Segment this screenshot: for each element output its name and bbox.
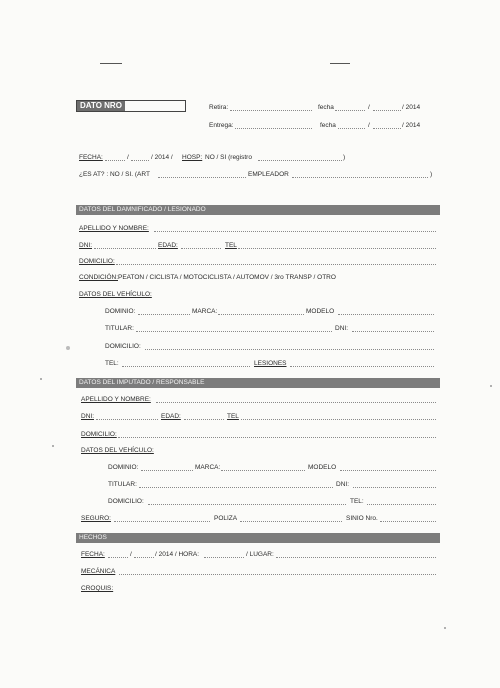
hechos-hora-field[interactable]	[204, 551, 244, 558]
dam-dni-label: DNI:	[79, 242, 92, 249]
hechos-year-hora: / 2014 / HORA:	[155, 551, 200, 558]
hechos-month-field[interactable]	[134, 551, 154, 558]
imp-poliza-label: POLIZA	[214, 515, 238, 522]
imp-domicilio-label: DOMICILIO:	[81, 431, 117, 438]
imp-seguro-label: SEGURO:	[81, 515, 111, 522]
imp-siniestro-field[interactable]	[380, 515, 436, 522]
imp-dominio-field[interactable]	[141, 464, 193, 471]
imp-titular-label: TITULAR:	[108, 481, 137, 488]
entrega-year: / 2014	[402, 122, 421, 129]
hechos-croquis-label: CROQUIS:	[81, 585, 114, 592]
entrega-day-field[interactable]	[338, 122, 365, 129]
dam-tel-label: TEL	[225, 242, 237, 249]
fecha-year: / 2014 /	[151, 154, 173, 161]
imp-dominio-label: DOMINIO:	[108, 464, 139, 471]
retira-label: Retira:	[209, 104, 229, 111]
imp-edad-field[interactable]	[184, 413, 224, 420]
retira-slash: /	[368, 104, 370, 111]
hosp-value: NO / SI (registro	[205, 154, 252, 161]
imp-modelo-label: MODELO	[308, 464, 337, 471]
scan-speck	[40, 378, 42, 380]
hechos-mecanica-label: MECÁNICA	[81, 568, 116, 575]
hechos-header: HECHOS	[76, 533, 440, 543]
imp-edad-label: EDAD:	[161, 413, 181, 420]
dam-modelo-field[interactable]	[338, 308, 434, 315]
fecha-slash: /	[127, 154, 129, 161]
imp-titular-field[interactable]	[139, 481, 333, 488]
empleador-close-paren: )	[430, 171, 433, 178]
dam-lesiones-field[interactable]	[290, 360, 434, 367]
dam-edad-label: EDAD:	[158, 242, 178, 249]
dam-edad-field[interactable]	[181, 242, 221, 249]
art-field[interactable]	[158, 171, 246, 178]
retira-year: / 2014	[402, 104, 421, 111]
fecha-label: FECHA:	[79, 154, 103, 161]
scan-speck	[490, 385, 492, 387]
imp-dni2-field[interactable]	[353, 481, 436, 488]
imp-marca-label: MARCA:	[195, 464, 221, 471]
dam-tel-field[interactable]	[238, 242, 436, 249]
imp-dni2-label: DNI:	[336, 481, 349, 488]
imp-poliza-field[interactable]	[240, 515, 342, 522]
entrega-fecha-label: fecha	[320, 122, 336, 129]
imp-apellido-field[interactable]	[156, 396, 436, 403]
dam-domicilio-label: DOMICILIO:	[79, 258, 115, 265]
dam-marca-field[interactable]	[218, 308, 304, 315]
fecha-month-field[interactable]	[131, 154, 149, 161]
dato-nro-label: DATO NRO	[77, 101, 125, 111]
damnificado-header: DATOS DEL DAMNIFICADO / LESIONADO	[76, 205, 440, 215]
dam-condicion-value: PEATON / CICLISTA / MOTOCICLISTA / AUTOMOV / 3ro TRANSP / OTRO	[118, 274, 336, 281]
hechos-day-field[interactable]	[108, 551, 128, 558]
hechos-slash: /	[130, 551, 132, 558]
empleador-label: EMPLEADOR	[248, 171, 289, 178]
top-dash-right	[330, 63, 350, 64]
entrega-month-field[interactable]	[373, 122, 401, 129]
imp-tel-field[interactable]	[241, 413, 436, 420]
hosp-label: HOSP:	[182, 154, 203, 161]
dam-tel2-label: TEL:	[105, 360, 119, 367]
hechos-fecha-label: FECHA:	[81, 551, 105, 558]
dam-domicilio2-field[interactable]	[145, 343, 434, 350]
empleador-field[interactable]	[292, 171, 428, 178]
scan-speck	[52, 445, 54, 447]
imputado-header: DATOS DEL IMPUTADO / RESPONSABLE	[76, 378, 440, 388]
hechos-lugar-label: / LUGAR:	[246, 551, 274, 558]
dam-dominio-label: DOMINIO:	[105, 308, 136, 315]
dam-domicilio-field[interactable]	[116, 258, 436, 265]
dam-condicion-label: CONDICIÓN:	[79, 274, 118, 281]
imp-tel-label: TEL	[227, 413, 239, 420]
top-dash-left	[100, 63, 122, 64]
entrega-label: Entrega:	[209, 122, 234, 129]
dam-dominio-field[interactable]	[138, 308, 190, 315]
imp-domicilio-field[interactable]	[118, 431, 436, 438]
hosp-registro-field[interactable]	[258, 154, 342, 161]
imp-siniestro-label: SINIO Nro.	[346, 515, 378, 522]
dam-titular-label: TITULAR:	[105, 325, 134, 332]
es-at-label: ¿ES AT? : NO / SI. (ART	[79, 171, 150, 178]
imp-domicilio2-label: DOMICILIO:	[108, 498, 144, 505]
dam-dni2-label: DNI:	[335, 325, 348, 332]
hosp-close-paren: )	[343, 154, 346, 161]
dam-datos-vehiculo-label: DATOS DEL VEHÍCULO:	[79, 291, 152, 298]
imp-marca-field[interactable]	[221, 464, 305, 471]
imp-dni-field[interactable]	[96, 413, 158, 420]
hechos-mecanica-field[interactable]	[119, 568, 436, 575]
imp-modelo-field[interactable]	[340, 464, 436, 471]
imp-domicilio2-field[interactable]	[148, 498, 346, 505]
imp-dni-label: DNI:	[81, 413, 94, 420]
entrega-field[interactable]	[235, 122, 312, 129]
dam-tel2-field[interactable]	[122, 360, 250, 367]
scan-speck	[66, 346, 70, 350]
fecha-day-field[interactable]	[105, 154, 125, 161]
dam-dni-field[interactable]	[94, 242, 156, 249]
retira-day-field[interactable]	[335, 104, 365, 111]
retira-field[interactable]	[230, 104, 312, 111]
dam-apellido-label: APELLIDO Y NOMBRE:	[79, 225, 149, 232]
retira-month-field[interactable]	[373, 104, 401, 111]
dato-nro-box[interactable]	[76, 100, 186, 112]
retira-fecha-label: fecha	[318, 104, 334, 111]
dam-apellido-field[interactable]	[154, 225, 436, 232]
dam-dni2-field[interactable]	[352, 325, 434, 332]
dam-lesiones-label: LESIONES	[254, 360, 287, 367]
imp-tel2-field[interactable]	[367, 498, 436, 505]
dam-titular-field[interactable]	[136, 325, 332, 332]
imp-apellido-label: APELLIDO Y NOMBRE:	[81, 396, 151, 403]
hechos-lugar-field[interactable]	[276, 551, 436, 558]
scan-speck	[444, 627, 446, 629]
imp-seguro-field[interactable]	[114, 515, 210, 522]
dam-marca-label: MARCA:	[192, 308, 218, 315]
entrega-slash: /	[368, 122, 370, 129]
imp-datos-vehiculo-label: DATOS DEL VEHÍCULO:	[81, 447, 154, 454]
imp-tel2-label: TEL:	[350, 498, 364, 505]
dam-domicilio2-label: DOMICILIO:	[105, 343, 141, 350]
dam-modelo-label: MODELO	[306, 308, 335, 315]
